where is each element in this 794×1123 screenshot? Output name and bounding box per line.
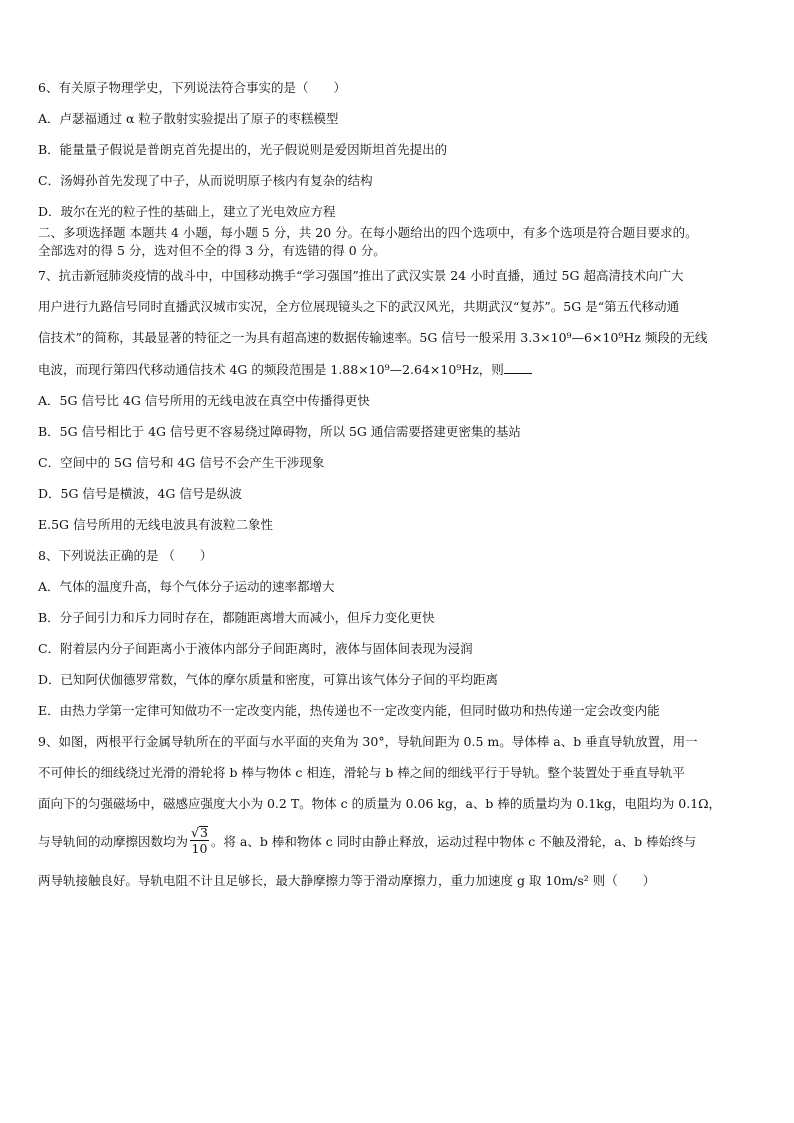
section2-heading-line2: 全部选对的得 5 分，选对但不全的得 3 分，有选错的得 0 分。 — [38, 243, 386, 258]
section2-heading-line1: 二、多项选择题 本题共 4 小题，每小题 5 分，共 20 分。在每小题给出的四个选项中，有多个选项是符合题目要求的。 — [38, 225, 698, 240]
q8-option-a: A．气体的温度升高，每个气体分子运动的速率都增大 — [38, 579, 335, 594]
q7-stem-line3: 信技术”的简称，其最显著的特征之一为具有超高速的数据传输速率。5G 信号一般采用 3.3×10⁹—6×10⁹Hz 频段的无线 — [38, 330, 708, 345]
q8-option-c: C．附着层内分子间距离小于液体内部分子间距离时，液体与固体间表现为浸润 — [38, 641, 473, 656]
fraction-numerator: √3 — [191, 825, 208, 840]
fraction-denominator: 10 — [191, 841, 208, 856]
q9-stem-line3: 面向下的匀强磁场中，磁感应强度大小为 0.2 T。物体 c 的质量为 0.06 kg，a、b 棒的质量均为 0.1kg，电阻均为 0.1Ω， — [38, 796, 722, 811]
q6-option-a: A．卢瑟福通过 α 粒子散射实验提出了原子的枣糕模型 — [38, 111, 339, 126]
q7-option-c: C．空间中的 5G 信号和 4G 信号不会产生干涉现象 — [38, 455, 325, 470]
q9-frac-before: 与导轨间的动摩擦因数均为 — [38, 834, 189, 849]
q8-option-e: E．由热力学第一定律可知做功不一定改变内能，热传递也不一定改变内能，但同时做功和热传递一定会改变内能 — [38, 703, 660, 718]
q8-option-d: D．已知阿伏伽德罗常数，气体的摩尔质量和密度，可算出该气体分子间的平均距离 — [38, 672, 499, 687]
q9-frac-after: 。将 a、b 棒和物体 c 同时由静止释放，运动过程中物体 c 不触及滑轮，a、b 棒始终与 — [210, 834, 697, 849]
q9-stem-line1: 9、如图，两根平行金属导轨所在的平面与水平面的夹角为 30°，导轨间距为 0.5 m。导体棒 a、b 垂直导轨放置，用一 — [38, 734, 698, 749]
q6-stem: 6、有关原子物理学史，下列说法符合事实的是（ ） — [38, 80, 346, 95]
q7-stem-line1: 7、抗击新冠肺炎疫情的战斗中，中国移动携手“学习强国”推出了武汉实景 24 小时直播，通过 5G 超高清技术向广大 — [38, 268, 684, 283]
q9-stem-line4 — [38, 827, 762, 857]
q7-option-e: E.5G 信号所用的无线电波具有波粒二象性 — [38, 517, 274, 532]
friction-coefficient-fraction — [190, 826, 209, 856]
q7-option-a: A．5G 信号比 4G 信号所用的无线电波在真空中传播得更快 — [38, 393, 370, 408]
q6-option-c: C．汤姆孙首先发现了中子，从而说明原子核内有复杂的结构 — [38, 173, 373, 188]
q7-option-b: B．5G 信号相比于 4G 信号更不容易绕过障碍物，所以 5G 通信需要搭建更密集的基站 — [38, 424, 521, 439]
q7-stem-line4 — [38, 361, 762, 378]
q7-stem-line4-text: 电波，而现行第四代移动通信技术 4G 的频段范围是 1.88×10⁹—2.64×10⁹Hz，则 — [38, 362, 504, 377]
answer-blank — [504, 361, 532, 374]
q9-stem-line5: 两导轨接触良好。导轨电阻不计且足够长，最大静摩擦力等于滑动摩擦力，重力加速度 g 取 10m/s² 则（ ） — [38, 873, 656, 888]
q9-stem-line2: 不可伸长的细线绕过光滑的滑轮将 b 棒与物体 c 相连，滑轮与 b 棒之间的细线平行于导轨。整个装置处于垂直导轨平 — [38, 765, 685, 780]
exam-page — [38, 80, 762, 904]
q8-stem: 8、下列说法正确的是 （ ） — [38, 548, 213, 563]
q6-option-b: B．能量量子假说是普朗克首先提出的，光子假说则是爱因斯坦首先提出的 — [38, 142, 448, 157]
q7-option-d: D．5G 信号是横波，4G 信号是纵波 — [38, 486, 242, 501]
q8-option-b: B．分子间引力和斥力同时存在，都随距离增大而减小，但斥力变化更快 — [38, 610, 435, 625]
q6-option-d: D．玻尔在光的粒子性的基础上，建立了光电效应方程 — [38, 204, 336, 219]
sqrt-radicand: 3 — [199, 825, 208, 840]
q7-stem-line2: 用户进行九路信号同时直播武汉城市实况，全方位展现镜头之下的武汉风光，共期武汉“复苏”。5G 是“第五代移动通 — [38, 299, 680, 314]
